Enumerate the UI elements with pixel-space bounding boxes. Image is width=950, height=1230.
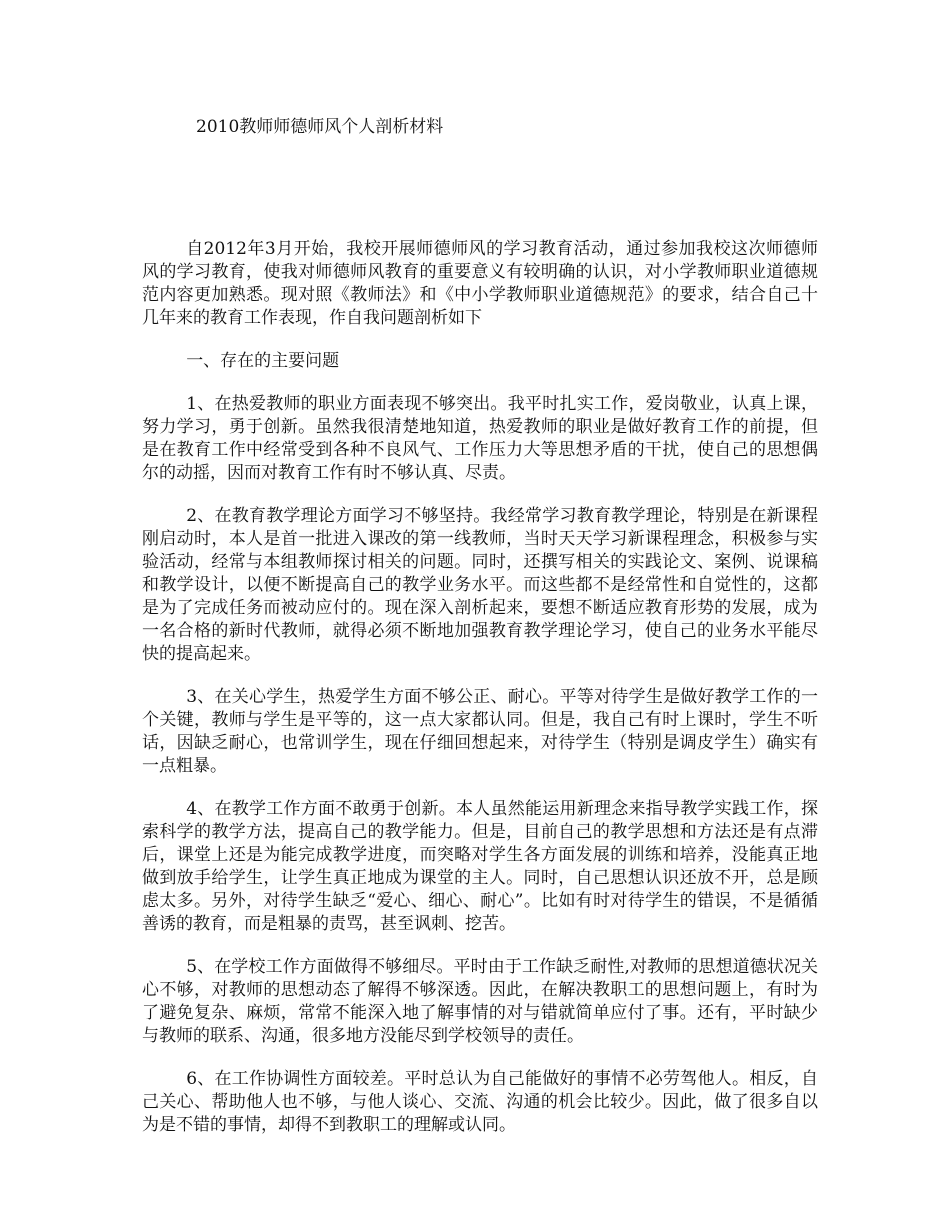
issue-paragraph-4: 4、在教学工作方面不敢勇于创新。本人虽然能运用新理念来指导教学实践工作，探索科学的教学方法，提高自己的教学能力。但是，目前自己的教学思想和方法还是有点滞后，课堂上还是为能完成教学进度，而突略对学生各方面发展的训练和培养，没能真正地做到放手给学生，让学生真正地成为课堂的主人。同时，自己思想认识还放不开，总是顾虑太多。另外，对待学生缺乏“爱心、细心、耐心”。比如有时对待学生的错误，不是循循善诱的教育，而是粗暴的责骂，甚至讽刺、挖苦。 bbox=[142, 799, 818, 934]
issue-paragraph-1: 1、在热爱教师的职业方面表现不够突出。我平时扎实工作，爱岗敬业，认真上课，努力学习，勇于创新。虽然我很清楚地知道，热爱教师的职业是做好教育工作的前提，但是在教育工作中经常受到各种不良风气、工作压力大等思想矛盾的干扰，使自己的思想偶尔的动摇，因而对教育工作有时不够认真、尽责。 bbox=[142, 394, 818, 483]
intro-paragraph: 自2012年3月开始，我校开展师德师风的学习教育活动，通过参加我校这次师德师风的学习教育，使我对师德师风教育的重要意义有较明确的认识，对小学教师职业道德规范内容更加熟悉。现对照《教师法》和《中小学教师职业道德规范》的要求，结合自己十几年来的教育工作表现，作自我问题剖析如下 bbox=[142, 239, 818, 328]
document-body bbox=[142, 238, 818, 1157]
issue-paragraph-5: 5、在学校工作方面做得不够细尽。平时由于工作缺乏耐性,对教师的思想道德状况关心不够，对教师的思想动态了解得不够深透。因此，在解决教职工的思想问题上，有时为了避免复杂、麻烦，常常不能深入地了解事情的对与错就简单应付了事。还有，平时缺少与教师的联系、沟通，很多地方没能尽到学校领导的责任。 bbox=[142, 957, 818, 1046]
issue-paragraph-3: 3、在关心学生，热爱学生方面不够公正、耐心。平等对待学生是做好教学工作的一个关键，教师与学生是平等的，这一点大家都认同。但是，我自己有时上课时，学生不听话，因缺乏耐心，也常训学生，现在仔细回想起来，对待学生（特别是调皮学生）确实有一点粗暴。 bbox=[142, 687, 818, 776]
issue-paragraph-6: 6、在工作协调性方面较差。平时总认为自己能做好的事情不必劳驾他人。相反，自己关心、帮助他人也不够，与他人谈心、交流、沟通的机会比较少。因此，做了很多自以为是不错的事情，却得不到教职工的理解或认同。 bbox=[142, 1069, 818, 1135]
issue-paragraph-2: 2、在教育教学理论方面学习不够坚持。我经常学习教育教学理论，特别是在新课程刚启动时，本人是首一批进入课改的第一线教师，当时天天学习新课程理念，积极参与实验活动，经常与本组教师探讨相关的问题。同时，还撰写相关的实践论文、案例、说课稿和教学设计，以便不断提高自己的教学业务水平。而这些都不是经常性和自觉性的，这都是为了完成任务而被动应付的。现在深入剖析起来，要想不断适应教育形势的发展，成为一名合格的新时代教师，就得必须不断地加强教育教学理论学习，使自己的业务水平能尽快的提高起来。 bbox=[142, 506, 818, 664]
section-heading: 一、存在的主要问题 bbox=[186, 351, 340, 371]
document-title: 2010教师师德师风个人剖析材料 bbox=[196, 117, 444, 137]
